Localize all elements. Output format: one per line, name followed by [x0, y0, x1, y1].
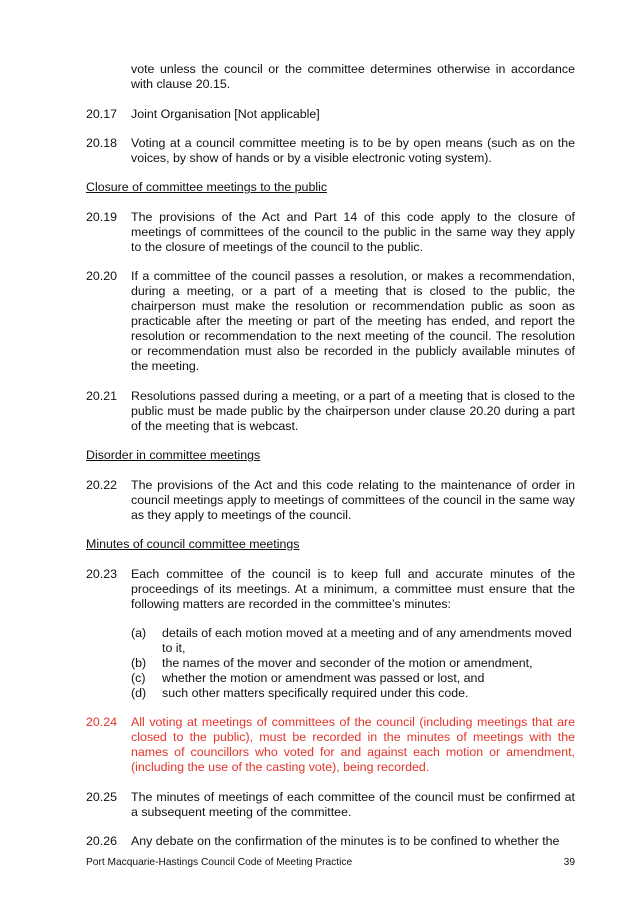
clause-text: The provisions of the Act and Part 14 of this code apply to the closure of meetings of committees of the council to the public in the same way they apply to the closure of meetings of the council to the public. — [131, 210, 575, 254]
clause-number: 20.22 — [86, 478, 118, 492]
clause-text: Each committee of the council is to keep full and accurate minutes of the proceedings of its meetings. At a minimum, a committee must ensure that the following matters are recorded in the committee’s minutes: — [131, 567, 575, 611]
clause-20-17 — [86, 107, 575, 122]
list-item — [131, 686, 575, 701]
clause-20-22 — [86, 478, 575, 523]
list-item-text: the names of the mover and seconder of the motion or amendment, — [162, 656, 533, 670]
list-item-text: such other matters specifically required under this code. — [162, 686, 469, 700]
clause-20-26 — [86, 834, 575, 849]
page-number: 39 — [563, 857, 575, 868]
section-heading-disorder: Disorder in committee meetings — [86, 448, 261, 462]
minutes-matters-list — [131, 626, 575, 701]
list-item-text: details of each motion moved at a meeting and of any amendments moved to it, — [162, 626, 572, 655]
clause-text: Voting at a council committee meeting is to be by open means (such as on the voices, by show of hands or by a visible electronic voting system). — [131, 136, 575, 165]
clause-20-20 — [86, 269, 575, 374]
section-heading-minutes: Minutes of council committee meetings — [86, 537, 300, 551]
list-item — [131, 626, 575, 656]
footer-title: Port Macquarie-Hastings Council Code of Meeting Practice — [86, 857, 353, 868]
section-heading-closure: Closure of committee meetings to the public — [86, 180, 328, 194]
clause-number: 20.26 — [86, 834, 118, 848]
clause-number: 20.18 — [86, 136, 118, 150]
clause-20-21 — [86, 389, 575, 434]
clause-text: The minutes of meetings of each committee of the council must be confirmed at a subsequent meeting of the committee. — [131, 790, 575, 819]
list-item-text: whether the motion or amendment was passed or lost, and — [162, 671, 485, 685]
clause-number: 20.24 — [86, 715, 118, 729]
clause-text: All voting at meetings of committees of the council (including meetings that are closed to the public), must be recorded in the minutes of meetings with the names of councillors who voted for and against each motion or amendment, (including the use of the casting vote), being recorded. — [131, 715, 575, 774]
list-item-label: (a) — [131, 626, 147, 640]
clause-text: The provisions of the Act and this code relating to the maintenance of order in council meetings apply to meetings of committees of the council in the same way as they apply to meetings of the council. — [131, 478, 575, 522]
clause-20-23 — [86, 567, 575, 612]
clause-20-25 — [86, 790, 575, 820]
list-item-label: (c) — [131, 671, 146, 685]
clause-number: 20.23 — [86, 567, 118, 581]
clause-number: 20.19 — [86, 210, 118, 224]
clause-number: 20.20 — [86, 269, 118, 283]
clause-text: If a committee of the council passes a resolution, or makes a recommendation, during a meeting, or a part of a meeting that is closed to the public, the chairperson must make the resolution or recommendation public as soon as practicable after the meeting or part of the meeting has ended, and report the resolution or recommendation to the next meeting of the council. The resolution or recommendation must also be recorded in the publicly available minutes of the meeting. — [131, 269, 575, 373]
list-item — [131, 671, 575, 686]
clause-text: Resolutions passed during a meeting, or a part of a meeting that is closed to the public must be made public by the chairperson under clause 20.20 during a part of the meeting that is webcast. — [131, 389, 575, 433]
clause-text: Any debate on the confirmation of the minutes is to be confined to whether the — [131, 834, 560, 848]
clause-20-18 — [86, 136, 575, 166]
clause-number: 20.21 — [86, 389, 118, 403]
clause-text: Joint Organisation [Not applicable] — [131, 107, 320, 121]
clause-20-24-amended — [86, 715, 575, 775]
clause-number: 20.17 — [86, 107, 118, 121]
list-item-label: (d) — [131, 686, 147, 700]
list-item — [131, 656, 575, 671]
page-footer — [86, 856, 575, 869]
clause-number: 20.25 — [86, 790, 118, 804]
clause-20-19 — [86, 210, 575, 255]
continuation-text: vote unless the council or the committee determines otherwise in accordance with clause 20.15. — [131, 62, 575, 91]
list-item-label: (b) — [131, 656, 147, 670]
